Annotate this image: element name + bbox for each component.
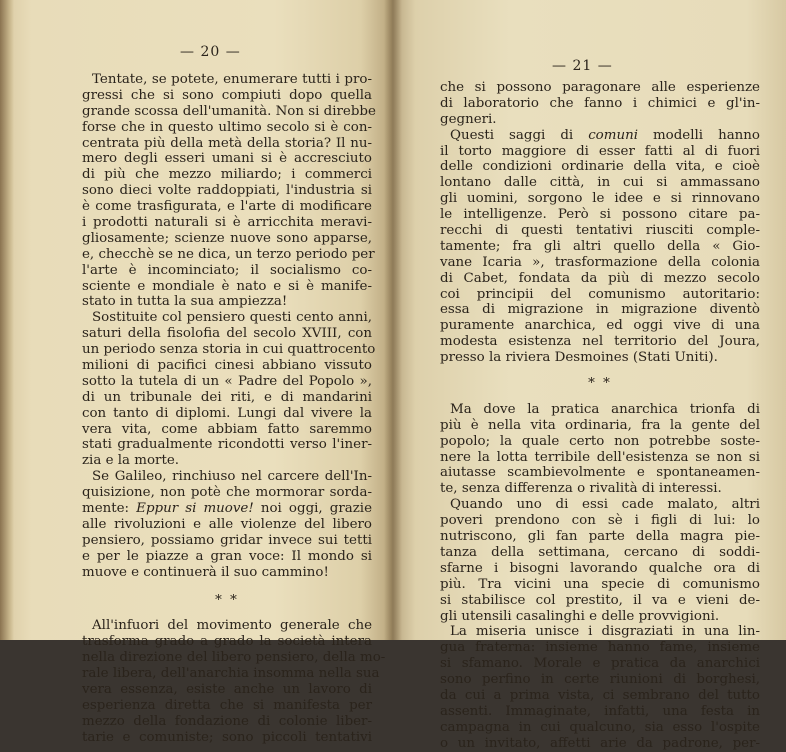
book-gutter — [384, 0, 402, 640]
text-line: sfarne i bisogni lavorando qualche ora di — [440, 560, 760, 576]
text-span: noi oggi, grazie — [253, 501, 372, 517]
text-line: puramente anarchica, ed oggi vive di una — [440, 318, 760, 334]
text-line: lontano dalle città, in cui si ammassano — [440, 175, 760, 191]
text-line: è come trasfigurata, e l'arte di modificare — [82, 199, 372, 215]
text-line: rale libera, dell'anarchia insomma nella sua — [82, 666, 380, 682]
text-line: un periodo senza storia in cui quattrocento — [82, 342, 376, 358]
text-line: vera essenza, esiste anche un lavoro di — [82, 681, 372, 697]
text-line: gli uomini, sorgono le idee e si rinnovano — [440, 191, 760, 207]
text-line: recchi di questi tentativi riusciti comple- — [440, 223, 760, 239]
text-line: centrata più della metà della storia? Il nu- — [82, 135, 372, 151]
text-line: essa di migrazione in migrazione diventò — [440, 302, 760, 318]
text-line: pensiero, possiamo gridar invece sui tetti — [82, 532, 372, 548]
text-line: popolo; la quale certo non potrebbe soste- — [440, 433, 760, 449]
text-line: e, checchè se ne dica, un terzo periodo per — [82, 246, 375, 262]
text-line: nella direzione del libero pensiero, della mo- — [82, 650, 386, 666]
text-span: Questi saggi di — [450, 127, 589, 143]
text-line: si sfamano. Morale e pratica da anarchici — [440, 656, 760, 672]
text-line: o un invitato, affetti arie da padrone, per- — [440, 735, 760, 751]
text-line: e per le piazze a gran voce: Il mondo si — [82, 548, 372, 564]
text-line: di un tribunale dei riti, e di mandarini — [82, 389, 372, 405]
text-line: che si possono paragonare alle esperienze — [440, 80, 760, 95]
text-line-comuni — [440, 128, 760, 144]
section-divider: * * — [588, 376, 612, 392]
text-line: mezzo della fondazione di colonie liber- — [82, 713, 372, 729]
text-line: stati gradualmente ricondotti verso l'iner- — [82, 437, 372, 453]
text-line: poveri prendono con sè i figli di lui: lo — [440, 513, 760, 529]
text-line: si stabilisce col prestito, il va e vieni de- — [440, 592, 760, 608]
italic-quote: Eppur si muove! — [136, 501, 254, 517]
text-line: assenti. Immaginate, infatti, una festa in — [440, 703, 760, 719]
text-line: milioni di pacifici cinesi abbiano vissuto — [82, 358, 372, 374]
text-line: le intelligenze. Però si possono citare pa- — [440, 207, 760, 223]
text-line: coi principii del comunismo autoritario: — [440, 286, 760, 302]
text-line: il torto maggiore di esser fatti al di fuori — [440, 143, 760, 159]
text-line: campagna in cui qualcuno, sia esso l'ospite — [440, 719, 760, 735]
text-line-galileo — [82, 501, 372, 517]
section-divider: * * — [215, 592, 239, 608]
text-line: gressi che si sono compiuti dopo quella — [82, 87, 372, 103]
left-page — [0, 0, 392, 745]
text-line: tamente; fra gli altri quello della « Gio- — [440, 238, 760, 254]
text-line: trasforma grado a grado la società intera — [82, 634, 372, 650]
page-number-left: — 20 — — [180, 44, 241, 60]
text-line: di laboratorio che fanno i chimici e gl'in- — [440, 95, 760, 111]
text-line: Se Galileo, rinchiuso nel carcere dell'In- — [92, 469, 372, 485]
text-line: La miseria unisce i disgraziati in una lin- — [450, 624, 760, 640]
text-line: tarie e comuniste; sono piccoli tentativi — [82, 729, 372, 745]
text-line: gegneri. — [440, 111, 497, 127]
text-line: i prodotti naturali si è arricchita meravi- — [82, 215, 372, 231]
text-line: di più che mezzo miliardo; i commerci — [82, 167, 372, 183]
text-line: gua fraterna: insieme hanno fame, insieme — [440, 640, 760, 656]
text-line: l'arte è incominciato; il socialismo co- — [82, 262, 372, 278]
text-line: muove e continuerà il suo cammino! — [82, 564, 329, 580]
text-line: mero degli esseri umani si è accresciuto — [82, 151, 372, 167]
text-line: vera vita, come abbiam fatto saremmo — [82, 421, 372, 437]
text-line: nere la lotta terribile dell'esistenza se non si — [440, 449, 760, 465]
text-line: modesta esistenza nel territorio del Joura, — [440, 334, 760, 350]
text-line: grande scossa dell'umanità. Non si direbbe — [82, 103, 376, 119]
text-line: aiutasse scambievolmente e spontaneamen- — [440, 465, 760, 481]
text-line: da cui a prima vista, ci sembrano del tutto — [440, 687, 760, 703]
text-line: zia e la morte. — [82, 453, 180, 469]
text-line: gliosamente; scienze nuove sono apparse, — [82, 230, 372, 246]
right-page — [392, 0, 786, 751]
text-line: Sostituite col pensiero questi cento anni, — [92, 310, 372, 326]
text-line: con tanto di diplomi. Lungi dal vivere la — [82, 405, 372, 421]
right-page-text — [440, 80, 760, 752]
italic-word: comuni — [588, 127, 638, 143]
text-line: tanza della settimana, cercano di soddi- — [440, 544, 760, 560]
page-edge — [0, 0, 14, 640]
text-line: saturi della fisolofia del secolo XVIII, con — [82, 326, 372, 342]
text-line: quisizione, non potè che mormorar sorda- — [82, 485, 372, 501]
left-page-text — [82, 72, 386, 746]
text-line: sciente e mondiale è nato e si è manife- — [82, 278, 372, 294]
text-line: più. Tra vicini una specie di comunismo — [440, 576, 760, 592]
page-number-right: — 21 — — [552, 58, 613, 74]
text-line: vane Icaria », trasformazione della colonia — [440, 254, 760, 270]
text-line: di Cabet, fondata da più di mezzo secolo — [440, 270, 760, 286]
text-line: te, senza differenza o rivalità di interessi. — [440, 481, 722, 497]
text-line: stato in tutta la sua ampiezza! — [82, 294, 288, 310]
text-line: Quando uno di essi cade malato, altri — [450, 497, 760, 513]
text-line: Ma dove la pratica anarchica trionfa di — [450, 401, 760, 417]
text-line: presso la riviera Desmoines (Stati Uniti). — [440, 350, 718, 366]
text-line: nutriscono, gli fan parte della magra pie- — [440, 529, 760, 545]
text-line: forse che in questo ultimo secolo si è con- — [82, 119, 372, 135]
text-span: mente: — [82, 501, 137, 517]
text-line: sono dieci volte raddoppiati, l'industria si — [82, 183, 372, 199]
text-line: alle rivoluzioni e alle violenze del libero — [82, 516, 372, 532]
text-line: delle condizioni ordinarie della vita, e cioè — [440, 159, 760, 175]
text-line: All'infuori del movimento generale che — [92, 618, 372, 634]
text-line: sotto la tutela di un « Padre del Popolo », — [82, 373, 372, 389]
text-line: esperienza diretta che si manifesta per — [82, 697, 372, 713]
text-span: modelli hanno — [637, 127, 760, 143]
text-line: gli utensili casalinghi e delle provvigioni. — [440, 608, 720, 624]
text-line: sono perfino in certe riunioni di borghesi, — [440, 672, 760, 688]
text-line: Tentate, se potete, enumerare tutti i pro- — [92, 72, 372, 87]
text-line: più è nella vita ordinaria, fra la gente del — [440, 417, 760, 433]
